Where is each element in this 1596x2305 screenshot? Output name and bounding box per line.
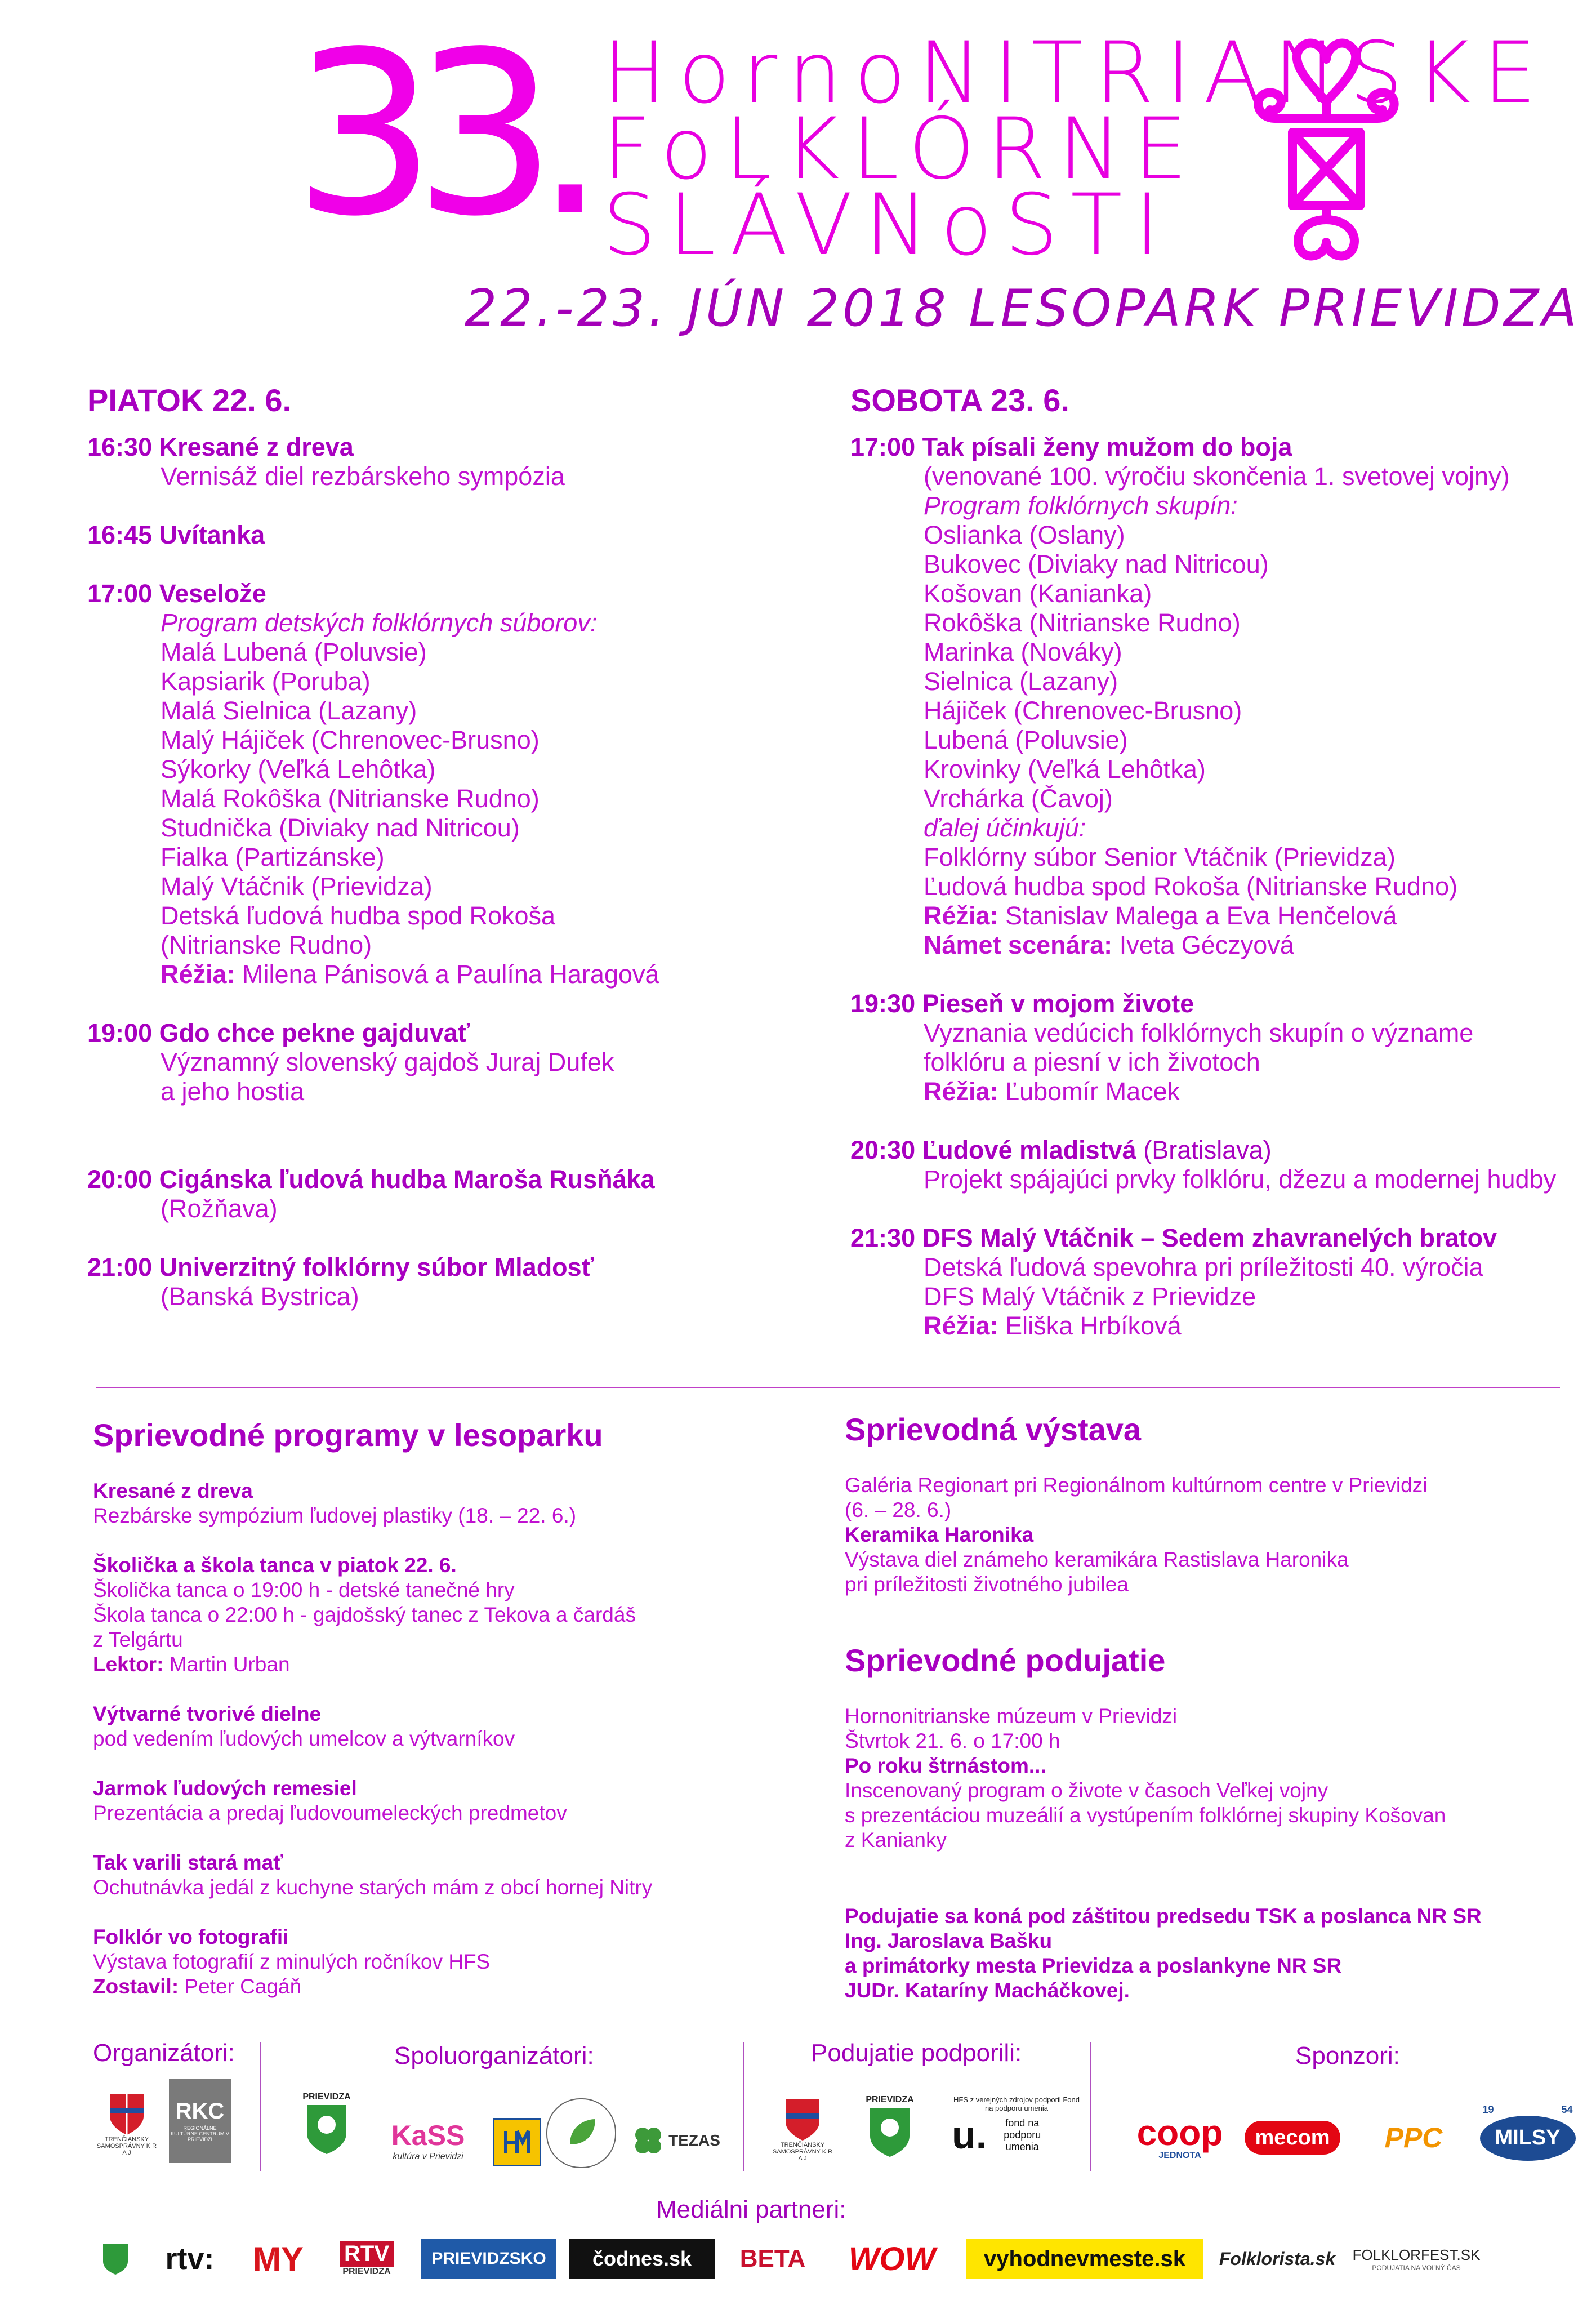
prievidza-logo-supporter: PRIEVIDZA — [859, 2084, 921, 2169]
schedule-line: Hájiček (Chrenovec-Brusno) — [924, 696, 1242, 725]
compiled-label: Zostavil: — [93, 1975, 179, 1998]
program-line: Škola tanca o 22:00 h - gajdošský tanec z Tekova a čardáš — [93, 1603, 636, 1626]
exhibition-heading: Sprievodná výstava — [845, 1412, 1142, 1447]
exhibition-title: Keramika Haronika — [845, 1523, 1034, 1546]
schedule-line: (venované 100. výročiu skončenia 1. svetovej vojny) — [924, 462, 1510, 491]
title-line-3: SLÁVNoSTI — [603, 176, 1172, 274]
rkc-logo: RKC REGIONÁLNE KULTÚRNE CENTRUM V PRIEVIDZI — [169, 2079, 231, 2163]
fpu-u-icon: u. — [952, 2113, 987, 2157]
program-line: z Telgártu — [93, 1628, 183, 1651]
program-title: Folklór vo fotografii — [93, 1925, 289, 1948]
prievidza-logo: PRIEVIDZA — [296, 2084, 358, 2163]
footer-separator — [743, 2042, 744, 2171]
vyhodnevmeste-logo: vyhodnevmeste.sk — [966, 2239, 1203, 2279]
rezia-value: Eliška Hrbíková — [1005, 1311, 1182, 1340]
rezia-value: Milena Pánisová a Paulína Haragová — [242, 960, 659, 989]
media-partners-row — [96, 2228, 1588, 2290]
schedule-line: Malý Vtáčnik (Prievidza) — [161, 872, 433, 901]
schedule-line: (Nitrianske Rudno) — [161, 931, 372, 959]
schedule-time: 19:30 Pieseň v mojom živote — [850, 989, 1194, 1018]
schedule-line: DFS Malý Vtáčnik z Prievidze — [924, 1282, 1256, 1311]
accompanying-programs — [93, 1479, 825, 1999]
prievidzsko-logo: PRIEVIDZSKO — [421, 2239, 556, 2279]
schedule-italic: ďalej účinkujú: — [924, 813, 1086, 842]
tsk-logo-supporter: TRENČIANSKY SAMOSPRÁVNY K R A J — [772, 2090, 833, 2169]
prievidza-coat-of-arms-icon — [867, 2105, 912, 2159]
schedule-italic: Program detských folklórnych súborov: — [161, 608, 598, 637]
schedule-line: Malý Hájiček (Chrenovec-Brusno) — [161, 726, 540, 754]
schedule-line: folklóru a piesní v ich životoch — [924, 1048, 1260, 1076]
organizers-label: Organizátori: — [93, 2039, 235, 2067]
schedule-time: 17:00 Tak písali ženy mužom do boja — [850, 433, 1292, 461]
program-title: Školička a škola tanca v piatok 22. 6. — [93, 1554, 457, 1577]
event-line: s prezentáciou muzeálií a vystúpením folklórnej skupiny Košovan — [845, 1804, 1446, 1827]
rezia-value: Stanislav Malega a Eva Henčelová — [1005, 901, 1397, 930]
schedule-line: Projekt spájajúci prvky folklóru, džezu a modernej hudby — [924, 1165, 1557, 1194]
compiled-value: Peter Cagáň — [184, 1975, 302, 1998]
event-line: Inscenovaný program o živote v časoch Veľkej vojny — [845, 1779, 1328, 1802]
schedule-line: Lubená (Poluvsie) — [924, 726, 1128, 754]
supporters-label: Podujatie podporili: — [811, 2039, 1022, 2067]
schedule-line: Detská ľudová hudba spod Rokoša — [161, 901, 556, 930]
schedule-line: Vyznania vedúcich folklórnych skupín o význame — [924, 1018, 1474, 1047]
clover-icon — [631, 2124, 665, 2157]
schedule-line: Malá Rokôška (Nitrianske Rudno) — [161, 784, 540, 813]
schedule-line: Detská ľudová spevohra pri príležitosti 40. výročia — [924, 1253, 1483, 1281]
evening-event-text — [845, 1704, 1577, 1853]
namet-label: Námet scenára: — [924, 931, 1113, 959]
prievidza-small-logo — [96, 2231, 135, 2287]
program-title: Výtvarné tvorivé dielne — [93, 1702, 322, 1725]
lector-value: Martin Urban — [169, 1653, 290, 1676]
codnes-logo: čodnes.sk — [569, 2239, 715, 2279]
coorganizers-label: Spoluorganizátori: — [394, 2042, 594, 2070]
schedule-line: Vernisáž diel rezbárskeho sympózia — [161, 462, 565, 491]
program-line: Ochutnávka jedál z kuchyne starých mám z obcí hornej Nitry — [93, 1876, 653, 1899]
kass-logo: KaSS kultúra v Prievidzi — [391, 2120, 465, 2161]
title-line-1: HornoNITRIANSKE — [603, 24, 1549, 122]
schedule-place: (Bratislava) — [1136, 1136, 1272, 1164]
program-line: Rezbárske sympózium ľudovej plastiky (18. – 22. 6.) — [93, 1504, 577, 1527]
dates-location: 22.-23. JÚN 2018 LESOPARK PRIEVIDZA — [465, 279, 1580, 338]
program-title: Jarmok ľudových remesiel — [93, 1777, 357, 1800]
wow-radio-logo: WOW — [848, 2240, 936, 2277]
patronage-line: Podujatie sa koná pod záštitou predsedu TSK a poslanca NR SR — [845, 1904, 1482, 1928]
event-line: Štvrtok 21. 6. o 17:00 h — [845, 1729, 1060, 1752]
schedule-line: Studnička (Diviaky nad Nitricou) — [161, 813, 520, 842]
leaf-icon — [561, 2113, 601, 2153]
tsk-coat-of-arms-icon — [107, 2091, 146, 2136]
program-line: Výstava fotografií z minulých ročníkov HFS — [93, 1950, 491, 1973]
rtv-logo: rtv: — [165, 2242, 215, 2276]
folklorista-logo: Folklorista.sk — [1219, 2248, 1336, 2269]
title-line-2: FoLKLÓRNE — [603, 100, 1200, 198]
schedule-time: 16:45 Uvítanka — [87, 520, 265, 549]
schedule-line: Rokôška (Nitrianske Rudno) — [924, 608, 1241, 637]
rtv-prievidza-logo: RTV PRIEVIDZA — [324, 2233, 409, 2284]
event-line: Hornonitrianske múzeum v Prievidzi — [845, 1705, 1178, 1728]
program-line: Školička tanca o 19:00 h - detské tanečné hry — [93, 1578, 515, 1601]
schedule-time: 21:30 DFS Malý Vtáčnik – Sedem zhavranelých bratov — [850, 1223, 1497, 1252]
schedule-line: Fialka (Partizánske) — [161, 843, 385, 871]
friday-heading: PIATOK 22. 6. — [87, 382, 292, 418]
exhibition-line: pri príležitosti životného jubilea — [845, 1573, 1129, 1596]
prievidza-coat-of-arms-icon — [101, 2242, 130, 2276]
saturday-schedule — [850, 433, 1582, 1341]
exhibition-text — [845, 1473, 1577, 1597]
event-line: z Kanianky — [845, 1828, 947, 1852]
divider — [96, 1387, 1560, 1388]
schedule-line: Malá Lubená (Poluvsie) — [161, 638, 427, 666]
prievidza-coat-of-arms-icon — [304, 2102, 349, 2156]
tsk-coat-of-arms-icon — [783, 2097, 822, 2142]
schedule-line: Významný slovenský gajdoš Juraj Dufek — [161, 1048, 614, 1076]
schedule-line: Sielnica (Lazany) — [924, 667, 1118, 696]
patronage-line: Ing. Jaroslava Bašku — [845, 1929, 1053, 1952]
milsy-logo: 19 54 MILSY — [1475, 2093, 1580, 2171]
program-line: pod vedením ľudových umelcov a výtvarníkov — [93, 1727, 515, 1750]
hm-emblem-icon — [500, 2125, 534, 2159]
rezia-value: Ľubomír Macek — [1005, 1077, 1180, 1106]
schedule-time: 19:00 Gdo chce pekne gajduvať — [87, 1018, 470, 1047]
schedule-line: Ľudová hudba spod Rokoša (Nitrianske Rudno) — [924, 872, 1458, 901]
accompanying-programs-heading: Sprievodné programy v lesoparku — [93, 1417, 603, 1453]
sponsors-label: Sponzori: — [1295, 2042, 1400, 2070]
schedule-line: Oslianka (Oslany) — [924, 520, 1125, 549]
schedule-time: 20:30 Ľudové mladistvá — [850, 1136, 1136, 1164]
ppc-logo: PPC — [1384, 2122, 1443, 2153]
exhibition-line: (6. – 28. 6.) — [845, 1498, 952, 1521]
schedule-line: (Rožňava) — [161, 1194, 278, 1223]
rezia-label: Réžia: — [924, 1077, 998, 1106]
patronage-line: JUDr. Kataríny Macháčkovej. — [845, 1979, 1130, 2002]
schedule-time: 16:30 Kresané z dreva — [87, 433, 354, 461]
schedule-line: Malá Sielnica (Lazany) — [161, 696, 417, 725]
tezas-logo: TEZAS — [625, 2118, 726, 2163]
schedule-line: Krovinky (Veľká Lehôtka) — [924, 755, 1206, 784]
program-title: Kresané z dreva — [93, 1479, 253, 1502]
program-title: Tak varili stará mať — [93, 1851, 283, 1874]
schedule-line: Folklórny súbor Senior Vtáčnik (Prievidza) — [924, 843, 1396, 871]
namet-value: Iveta Géczyová — [1119, 931, 1294, 959]
coop-jednota-logo: coop JEDNOTA — [1136, 2112, 1223, 2160]
festival-number: 33. — [293, 4, 584, 266]
folk-heart-emblem-icon — [1242, 34, 1411, 270]
folklorfest-logo: FOLKLORFEST.SK PODUJATIA NA VOĽNÝ ČAS — [1352, 2246, 1481, 2272]
beta-radio-logo: BETA — [739, 2245, 806, 2272]
media-partners-label: Mediálni partneri: — [656, 2196, 846, 2223]
round-stamp-logo — [546, 2098, 616, 2168]
mecom-logo: mecom — [1245, 2121, 1340, 2155]
schedule-line: Sýkorky (Veľká Lehôtka) — [161, 755, 436, 784]
rezia-label: Réžia: — [161, 960, 235, 989]
program-line: Prezentácia a predaj ľudovoumeleckých predmetov — [93, 1801, 567, 1825]
fpu-logo: HFS z verejných zdrojov podporil Fond na podporu umenia u. fond na podporu umenia — [952, 2095, 1080, 2157]
my-logo: MY — [253, 2240, 304, 2278]
schedule-line: Bukovec (Diviaky nad Nitricou) — [924, 550, 1269, 579]
schedule-time: 21:00 Univerzitný folklórny súbor Mladosť — [87, 1253, 594, 1281]
schedule-line: Kapsiarik (Poruba) — [161, 667, 371, 696]
schedule-line: (Banská Bystrica) — [161, 1282, 359, 1311]
tsk-logo: TRENČIANSKY SAMOSPRÁVNY K R A J — [96, 2084, 158, 2163]
hm-logo — [493, 2118, 541, 2166]
evening-event-heading: Sprievodné podujatie — [845, 1643, 1166, 1678]
event-title: Po roku štrnástom... — [845, 1754, 1046, 1777]
schedule-time: 20:00 Cigánska ľudová hudba Maroša Rusňáka — [87, 1165, 655, 1194]
schedule-line: a jeho hostia — [161, 1077, 305, 1106]
rezia-label: Réžia: — [924, 901, 998, 930]
schedule-italic: Program folklórnych skupín: — [924, 491, 1238, 520]
schedule-line: Marinka (Nováky) — [924, 638, 1122, 666]
friday-schedule — [87, 433, 819, 1311]
schedule-line: Vrchárka (Čavoj) — [924, 784, 1113, 813]
patronage-line: a primátorky mesta Prievidza a poslankyne NR SR — [845, 1954, 1342, 1977]
footer-separator — [260, 2042, 261, 2171]
footer-separator — [1090, 2042, 1091, 2171]
lector-label: Lektor: — [93, 1653, 164, 1676]
schedule-time: 17:00 Veselože — [87, 579, 266, 608]
saturday-heading: SOBOTA 23. 6. — [850, 382, 1069, 418]
patronage-note — [845, 1904, 1577, 2003]
exhibition-line: Výstava diel známeho keramikára Rastislava Haronika — [845, 1548, 1349, 1571]
exhibition-line: Galéria Regionart pri Regionálnom kultúrnom centre v Prievidzi — [845, 1474, 1428, 1497]
rezia-label: Réžia: — [924, 1311, 998, 1340]
schedule-line: Košovan (Kanianka) — [924, 579, 1152, 608]
